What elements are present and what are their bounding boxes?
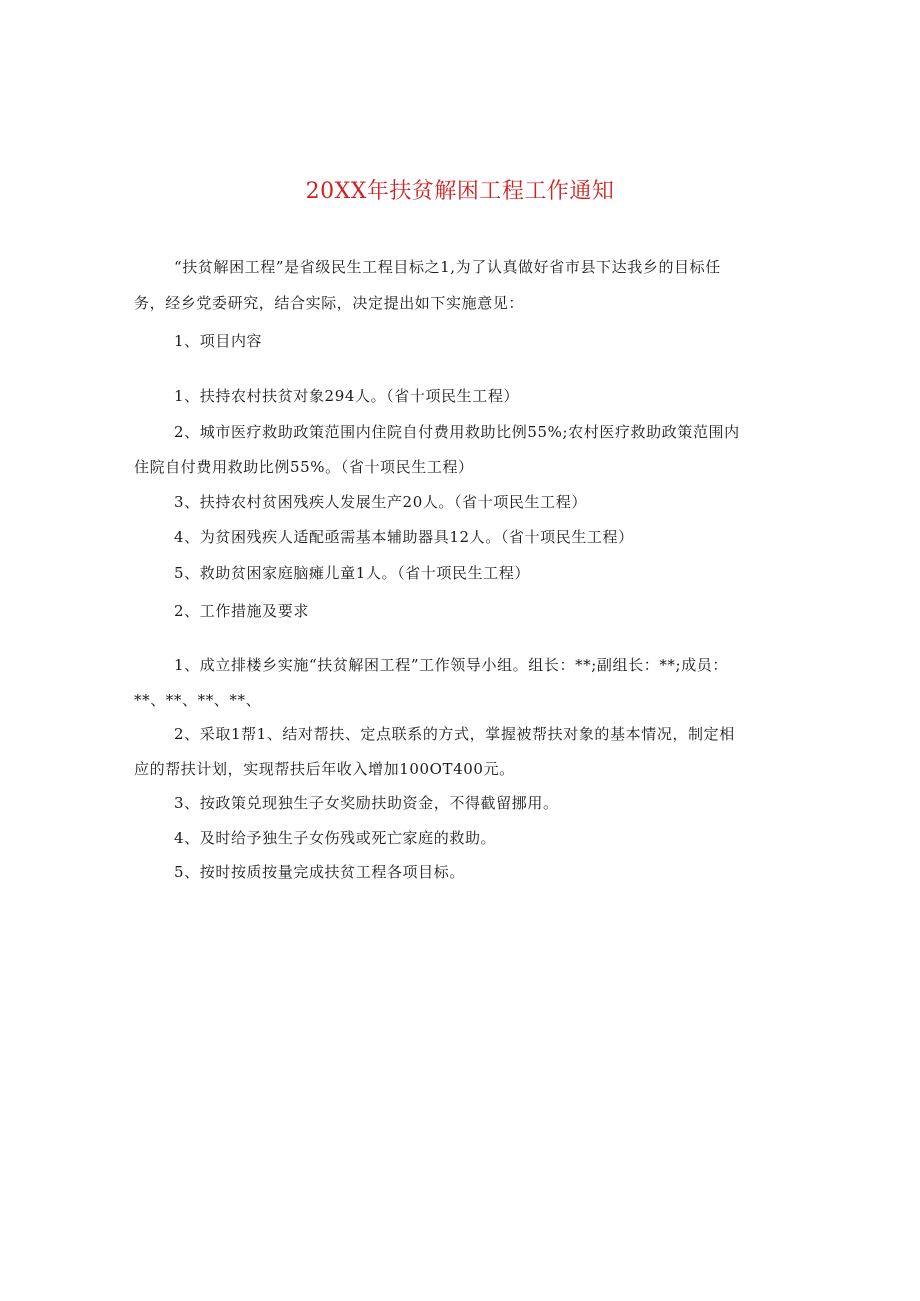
section-2-item: 3、按政策兑现独生子女奖励扶助资金，不得截留挪用。 — [174, 794, 559, 812]
document-title: 20XX年扶贫解困工程工作通知 — [305, 179, 615, 204]
section-2-item: 4、及时给予独生子女伤残或死亡家庭的救助。 — [174, 829, 497, 847]
section-1-item: 5、救助贫困家庭脑瘫儿童1人。（省十项民生工程） — [174, 564, 530, 582]
section-2-heading: 2、工作措施及要求 — [174, 602, 309, 620]
section-1-heading: 1、项目内容 — [174, 332, 263, 350]
section-2-item-continued: **、**、**、**、 — [134, 691, 262, 709]
section-1-item-continued: 住院自付费用救助比例55%。（省十项民生工程） — [134, 458, 474, 476]
section-2-item: 2、采取1帮1、结对帮扶、定点联系的方式，掌握被帮扶对象的基本情况，制定相 — [174, 725, 735, 743]
section-2-item: 5、按时按质按量完成扶贫工程各项目标。 — [174, 863, 465, 881]
section-2-item: 1、成立排楼乡实施“扶贫解困工程”工作领导小组。组长：**;副组长：**;成员： — [174, 656, 728, 674]
intro-line-1: “扶贫解困工程”是省级民生工程目标之1,为了认真做好省市县下达我乡的目标任 — [174, 258, 721, 276]
section-1-item: 1、扶持农村扶贫对象294人。（省十项民生工程） — [174, 387, 520, 405]
section-1-item: 3、扶持农村贫困残疾人发展生产20人。（省十项民生工程） — [174, 493, 587, 511]
section-1-item: 2、城市医疗救助政策范围内住院自付费用救助比例55%;农村医疗救助政策范围内 — [174, 423, 740, 441]
section-1-item: 4、为贫困残疾人适配亟需基本辅助器具12人。（省十项民生工程） — [174, 528, 634, 546]
section-2-item-continued: 应的帮扶计划，实现帮扶后年收入增加100OT400元。 — [134, 760, 515, 778]
intro-line-2: 务，经乡党委研究，结合实际，决定提出如下实施意见： — [134, 294, 525, 312]
